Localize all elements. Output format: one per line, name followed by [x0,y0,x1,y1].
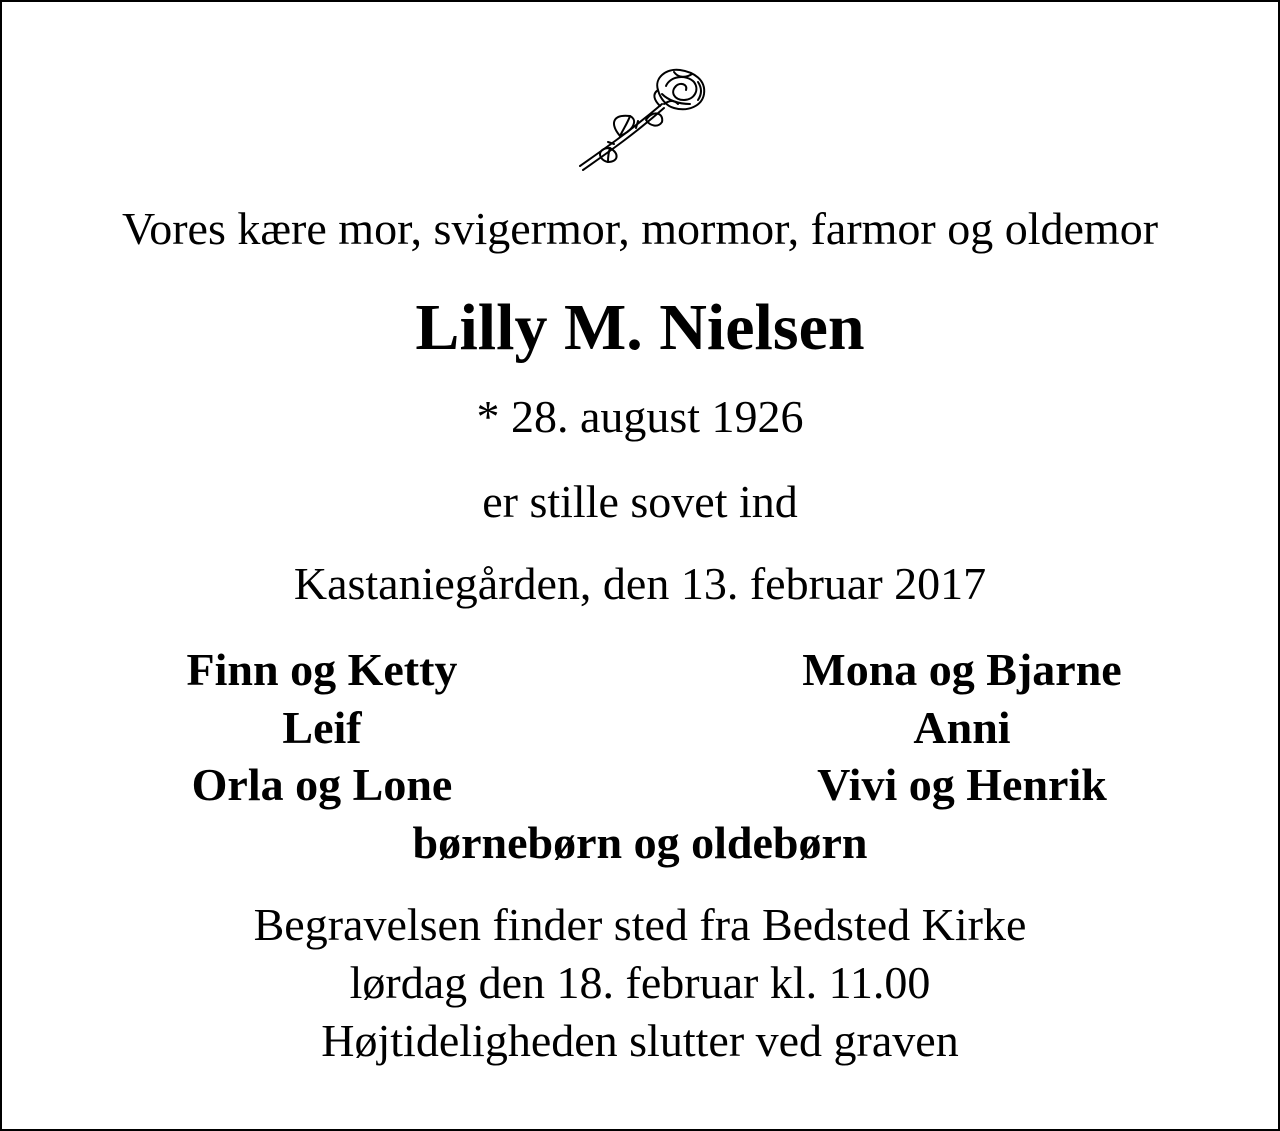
family-left-column [62,641,582,814]
funeral-time: lørdag den 18. februar kl. 11.00 [349,957,931,1008]
deceased-name: Lilly M. Nielsen [415,291,865,364]
funeral-note: Højtideligheden slutter ved graven [321,1015,959,1066]
family-name: Anni [913,701,1011,753]
family-name: Finn og Ketty [186,644,458,695]
grandchildren-line: børnebørn og oldebørn [412,817,868,868]
family-name: Orla og Lone [191,759,453,810]
intro-line: Vores kære mor, svigermor, mormor, farmor og oldemor [121,203,1159,254]
family-name: Vivi og Henrik [817,759,1107,810]
family-name: Leif [282,701,362,753]
funeral-location: Begravelsen finder sted fra Bedsted Kirke [253,899,1027,950]
birth-date: * 28. august 1926 [476,391,804,442]
passed-away-line: er stille sovet ind [482,476,798,527]
family-name: Mona og Bjarne [802,644,1122,695]
rose-icon [574,64,714,174]
place-and-date: Kastaniegården, den 13. februar 2017 [293,558,987,609]
family-right-column [702,641,1222,814]
